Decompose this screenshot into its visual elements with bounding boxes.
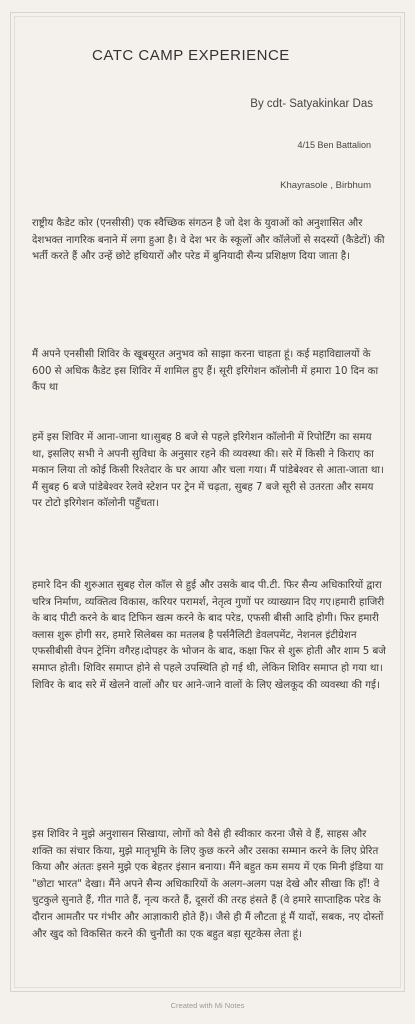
battalion-line: 4/15 Ben Battalion — [297, 140, 371, 150]
paragraph-daily-routine: हमारे दिन की शुरुआत सुबह रोल कॉल से हुई और उसके बाद पी.टी. फिर सैन्य अधिकारियों द्वारा चरित्र निर्माण, व्यक्तित्व विकास, करियर परामर्श, नेतृत्व गुणों पर व्याख्यान दिए गए।हमारी हाजिरी के बाद पीटी करने के बाद टिफिन खत्म करने के बाद परेड, एफसी बीसी आदि होगी। फिर हमारी क्लास शुरू होगी सर, हमारे सिलेबस का मतलब है पर्सनैलिटी डेवलपमेंट, नेशनल इंटीग्रेशन एफसीबीसी वेपन ट्रेनिंग वगैरह।दोपहर के भोजन के बाद, कक्षा फिर से शुरू होती और शाम 5 बजे समाप्त होती। शिविर समाप्त होने से पहले उपस्थिति हो गई थी, लेकिन शिविर समाप्त हो गया था। शिविर के बाद सरे में खेलने वालों और घर आने-जाने वालों के लिए खेलकूद की व्यवस्था की गई। — [32, 580, 386, 691]
note-title: CATC CAMP EXPERIENCE — [92, 47, 290, 64]
author-line: By cdt- Satyakinkar Das — [250, 98, 373, 110]
paragraph-lessons: इस शिविर ने मुझे अनुशासन सिखाया, लोगों को वैसे ही स्वीकार करना जैसे वे हैं, साहस और शक्ति का संचार किया, मुझे मातृभूमि के लिए कुछ करने और उसका सम्मान करने के लिए प्रेरित किया और अंततः इसने मुझे एक बेहतर इंसान बनाया। मैंने बहुत कम समय में एक मिनी इंडिया या "छोटा भारत" देखा। मैंने अपने सैन्य अधिकारियों के अलग-अलग पक्ष देखे और सीखा कि हाँ! वे चुटकुले सुनाते हैं, गीत गाते हैं, नृत्य करते हैं, दूसरों की तरह हंसते हैं (वे हमारे साप्ताहिक परेड के दौरान आमतौर पर गंभीर और आज्ञाकारी होते हैं)। जैसे ही मैं लौटता हूं मैं यादों, सबक, नए दोस्तों और खुद को विकसित करने की चुनौती का एक बहुत बड़ा सूटकेस लेता हूं। — [32, 829, 384, 940]
paragraph-camp-overview: मैं अपने एनसीसी शिविर के खूबसूरत अनुभव को साझा करना चाहता हूं। कई महाविद्यालयों के 600 से अधिक कैडेट इस शिविर में शामिल हुए हैं। सूरी इरिगेशन कॉलोनी में हमारा 10 दिन का कैंप था — [32, 349, 379, 394]
location-line: Khayrasole , Birbhum — [280, 180, 371, 191]
footer-credit: Created with Mi Notes — [170, 1001, 245, 1010]
paragraph-ncc-intro: राष्ट्रीय कैडेट कोर (एनसीसी) एक स्वैच्छिक संगठन है जो देश के युवाओं को अनुशासित और देशभक्त नागरिक बनाने में लगा हुआ है। वे देश भर के स्कूलों और कॉलेजों से सदस्यों (कैडेटों) की भर्ती करते हैं और उन्हें छोटे हथियारों और परेड में बुनियादी सैन्य प्रशिक्षण दिया जाता है। — [32, 218, 385, 263]
paragraph-commute: हमें इस शिविर में आना-जाना था।सुबह 8 बजे से पहले इरिगेशन कॉलोनी में रिपोर्टिंग का समय था, इसलिए सभी ने अपनी सुविधा के अनुसार रहने की व्यवस्था की। सरे में किसी ने किराए का मकान लिया तो कोई किसी रिश्तेदार के घर आया और चला गया। मैं पांडेबेश्वर से आता-जाता था। मैं सुबह 6 बजे पांडेबेश्वर रेलवे स्टेशन पर ट्रेन में चढ़ता, सुबह 7 बजे सूरी से उतरता और समय पर टोटो इरिगेशन कॉलोनी पहुँचता। — [32, 432, 384, 510]
